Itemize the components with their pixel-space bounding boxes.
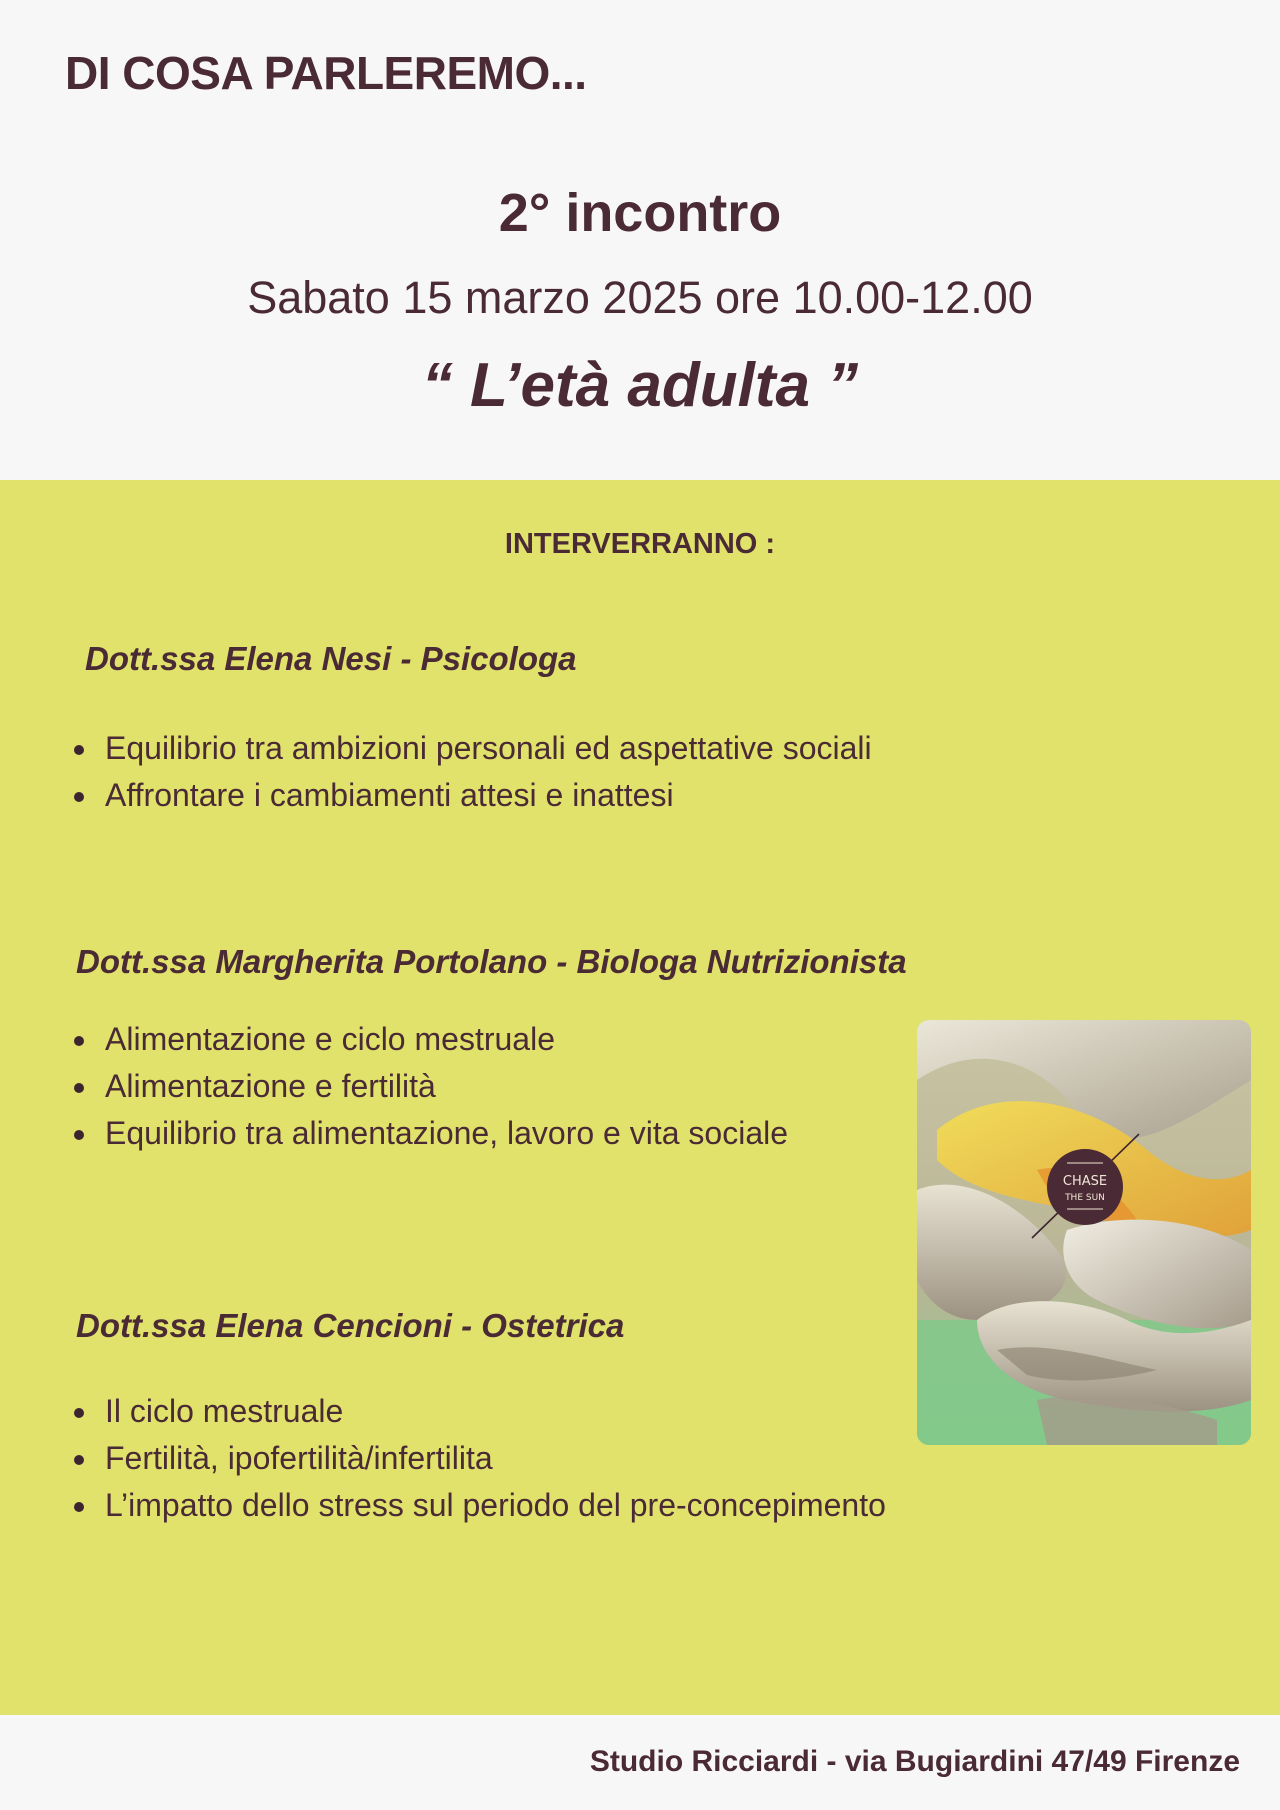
list-item: Equilibrio tra alimentazione, lavoro e vita sociale xyxy=(70,1110,788,1157)
list-item: Il ciclo mestruale xyxy=(70,1388,886,1435)
speakers-panel xyxy=(0,480,1280,1715)
artwork-image xyxy=(917,1020,1251,1445)
meeting-theme: “ L’età adulta ” xyxy=(421,351,859,420)
list-item: Alimentazione e fertilità xyxy=(70,1063,788,1110)
artwork-logo-line1: CHASE xyxy=(1062,1174,1108,1189)
list-item: L’impatto dello stress sul periodo del pre-concepimento xyxy=(70,1482,886,1529)
list-item: Alimentazione e ciclo mestruale xyxy=(70,1016,788,1063)
footer-address: Studio Ricciardi - via Bugiardini 47/49 Firenze xyxy=(589,1745,1240,1778)
list-item: Equilibrio tra ambizioni personali ed aspettative sociali xyxy=(70,725,872,772)
page-title: DI COSA PARLEREMO... xyxy=(65,47,587,99)
speakers-heading: INTERVERRANNO : xyxy=(504,528,776,560)
meeting-number: 2° incontro xyxy=(498,183,782,243)
speaker-name-nesi: Dott.ssa Elena Nesi - Psicologa xyxy=(85,640,577,677)
topic-list-nesi xyxy=(70,725,872,819)
artwork-logo-line2: THE SUN xyxy=(1065,1193,1105,1203)
list-item: Fertilità, ipofertilità/infertilita xyxy=(70,1435,886,1482)
speaker-name-portolano: Dott.ssa Margherita Portolano - Biologa Nutrizionista xyxy=(76,943,907,980)
footer xyxy=(0,1715,1280,1810)
list-item: Affrontare i cambiamenti attesi e inattesi xyxy=(70,772,872,819)
date-time: Sabato 15 marzo 2025 ore 10.00-12.00 xyxy=(247,272,1033,323)
topic-list-cencioni xyxy=(70,1388,886,1529)
header-section xyxy=(0,0,1280,480)
speaker-name-cencioni: Dott.ssa Elena Cencioni - Ostetrica xyxy=(76,1307,625,1344)
topic-list-portolano xyxy=(70,1016,788,1157)
